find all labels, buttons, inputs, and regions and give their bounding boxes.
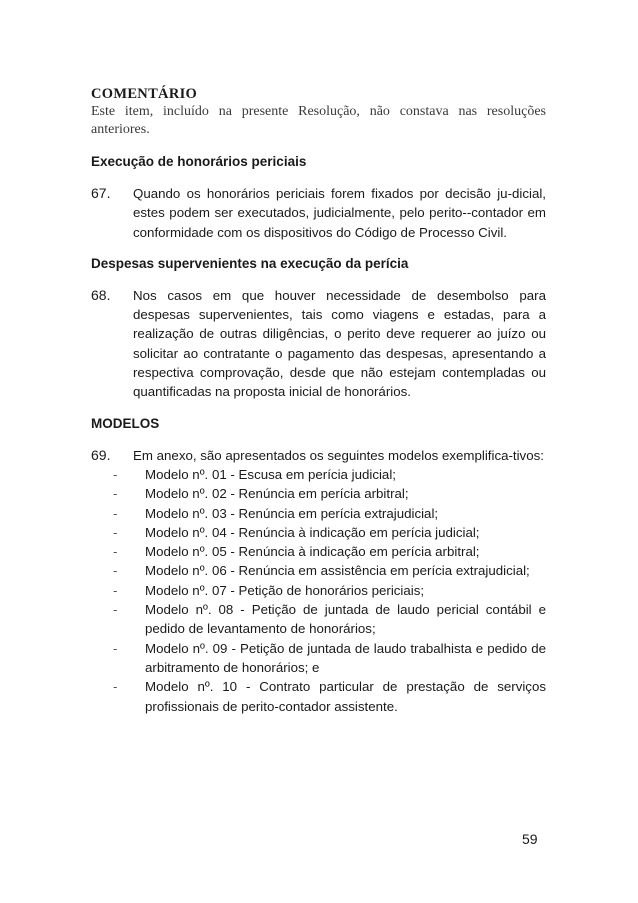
list-item — [113, 523, 546, 542]
list-bullet: - — [113, 563, 118, 579]
list-bullet: - — [113, 486, 118, 502]
list-bullet: - — [113, 602, 118, 618]
list-item-text: Modelo nº. 06 - Renúncia em assistência em perícia extrajudicial; — [145, 563, 530, 579]
list-item — [113, 600, 546, 639]
list-item — [113, 561, 546, 580]
list-item-text: Modelo nº. 04 - Renúncia à indicação em perícia judicial; — [145, 524, 480, 540]
list-item — [113, 465, 546, 484]
list-item-text: Modelo nº. 09 - Petição de juntada de laudo trabalhista e pedido de arbitramento de honorários; e — [145, 640, 546, 675]
item-68 — [91, 286, 546, 402]
item-number: 68. — [91, 286, 111, 303]
list-bullet: - — [113, 640, 118, 656]
comment-title: COMENTÁRIO — [91, 86, 198, 102]
list-bullet: - — [113, 582, 118, 598]
list-item — [113, 581, 546, 600]
list-item-text: Modelo nº. 02 - Renúncia em perícia arbitral; — [145, 486, 409, 502]
list-bullet: - — [113, 505, 118, 521]
list-item — [113, 677, 546, 716]
list-item-text: Modelo nº. 10 - Contrato particular de prestação de serviços profissionais de perito-contador assistente. — [145, 679, 546, 714]
list-item — [113, 484, 546, 503]
item-text: Nos casos em que houver necessidade de desembolso para despesas supervenientes, tais como viagens e estadas, para a realização de outras diligências, o perito deve requerer ao juízo ou solicitar ao contratante o pagamento das despesas, apresentando a respectiva comprovação, desde que não estejam contempladas ou quantificadas na proposta inicial de honorários. — [133, 287, 546, 400]
list-bullet: - — [113, 524, 118, 540]
list-item-text: Modelo nº. 08 - Petição de juntada de laudo pericial contábil e pedido de levantamento de honorários; — [145, 602, 546, 637]
list-bullet: - — [113, 466, 118, 482]
item-number: 69. — [91, 446, 111, 463]
list-item-text: Modelo nº. 05 - Renúncia à indicação em perícia arbitral; — [145, 544, 480, 560]
section-heading-execucao: Execução de honorários periciais — [91, 154, 307, 169]
list-item-text: Modelo nº. 01 - Escusa em perícia judicial; — [145, 466, 396, 482]
item-69 — [91, 446, 546, 465]
list-item-text: Modelo nº. 07 - Petição de honorários periciais; — [145, 582, 425, 598]
item-number: 67. — [91, 185, 111, 201]
list-item-text: Modelo nº. 03 - Renúncia em perícia extrajudicial; — [145, 505, 439, 521]
list-bullet: - — [113, 544, 118, 560]
list-item — [113, 504, 546, 523]
models-list — [113, 465, 546, 716]
section-heading-despesas: Despesas supervenientes na execução da perícia — [91, 255, 409, 271]
comment-body: Este item, incluído na presente Resolução, não constava nas resoluções anteriores. — [91, 104, 546, 137]
section-heading-modelos: MODELOS — [91, 415, 160, 431]
item-text: Em anexo, são apresentados os seguintes modelos exemplifica-tivos: — [133, 447, 544, 463]
list-bullet: - — [113, 679, 118, 695]
item-67 — [91, 184, 546, 242]
page-number: 59 — [522, 831, 538, 847]
list-item — [113, 542, 546, 561]
document-page — [91, 85, 546, 716]
list-item — [113, 639, 546, 678]
item-text: Quando os honorários periciais forem fixados por decisão ju-dicial, estes podem ser executados, judicialmente, pelo perito--contador em conformidade com os dispositivos do Código de Processo Civil. — [133, 186, 546, 240]
